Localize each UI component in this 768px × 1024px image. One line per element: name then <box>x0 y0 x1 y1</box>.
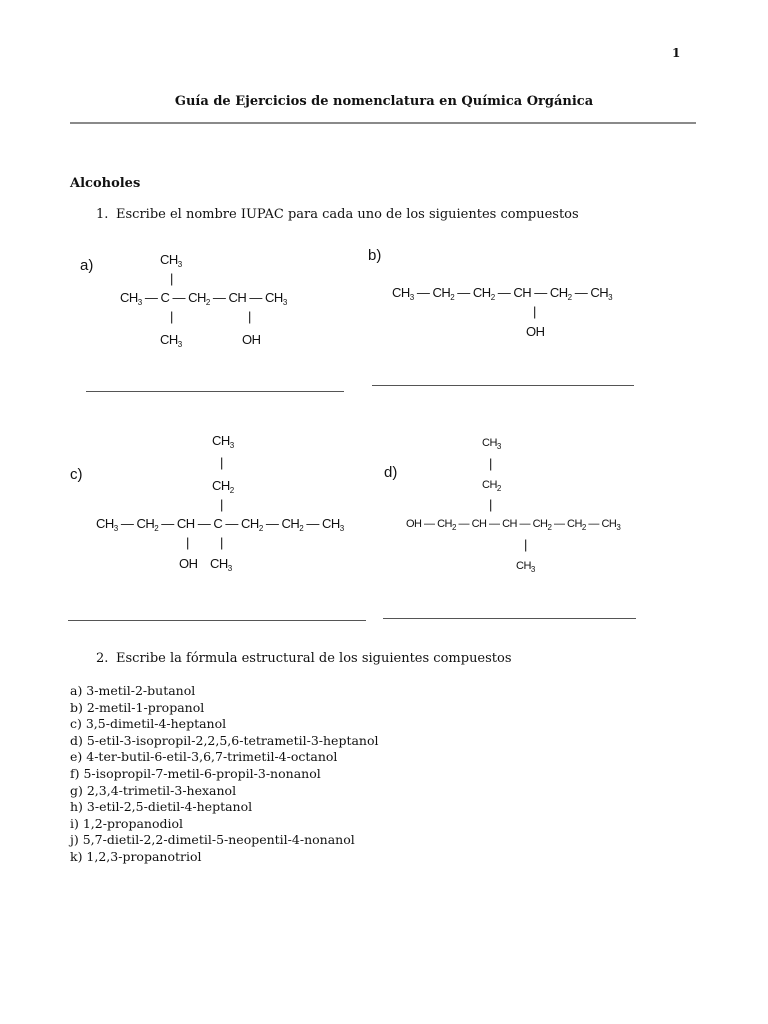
page-number: 1 <box>672 46 681 60</box>
question-2-number: 2. <box>96 651 109 666</box>
structure-d-mid: $CH_2$ <box>482 479 501 493</box>
bond-vertical: | <box>170 309 174 324</box>
structure-a-label: a) <box>80 257 94 274</box>
structure-c-bottom-right: $CH_3$ <box>210 556 232 573</box>
bond-vertical: | <box>220 497 224 512</box>
structure-d-top: $CH_3$ <box>482 437 501 451</box>
question-1 <box>96 207 579 222</box>
question-2-text: Escribe la fórmula estructural de los siguientes compuestos <box>116 651 512 666</box>
bond-vertical: | <box>220 455 224 470</box>
list-item: g) 2,3,4-trimetil-3-hexanol <box>70 782 237 798</box>
list-item: e) 4-ter-butil-6-etil-3,6,7-trimetil-4-octanol <box>70 749 338 765</box>
question-1-number: 1. <box>96 207 109 222</box>
bond-vertical: | <box>524 537 528 552</box>
bond-vertical: | <box>489 497 493 512</box>
list-item: k) 1,2,3-propanotriol <box>70 848 202 864</box>
list-item: f) 5-isopropil-7-metil-6-propil-3-nonanol <box>70 765 321 781</box>
structure-d-label: d) <box>384 464 398 481</box>
structure-a-bottom-left: $CH_3$ <box>160 332 182 349</box>
structure-b-label: b) <box>368 247 382 264</box>
list-item: d) 5-etil-3-isopropil-2,2,5,6-tetrametil-3-heptanol <box>70 732 379 748</box>
structure-c-mid: $CH_2$ <box>212 478 234 495</box>
structure-c-bottom-left: OH <box>179 556 198 571</box>
compound-list <box>70 683 379 866</box>
list-item: j) 5,7-dietil-2,2-dimetil-5-neopentil-4-nonanol <box>70 832 355 848</box>
structure-a-bottom-right: OH <box>242 332 261 347</box>
structure-d-main: OH — $CH_2$ — CH — CH — $CH_2$ — $CH_2$ — $CH_3$ <box>406 518 621 532</box>
question-2 <box>96 651 512 666</box>
list-item: a) 3-metil-2-butanol <box>70 683 196 698</box>
question-1-text: Escribe el nombre IUPAC para cada uno de los siguientes compuestos <box>116 207 579 222</box>
structure-b-main: $CH_3$ — $CH_2$ — $CH_2$ — CH — $CH_2$ — $CH_3$ <box>392 285 613 302</box>
title-divider <box>70 122 696 124</box>
structure-c-label: c) <box>70 466 83 483</box>
answer-line-b[interactable] <box>372 385 634 386</box>
answer-line-c[interactable] <box>68 620 366 621</box>
page-title: Guía de Ejercicios de nomenclatura en Química Orgánica <box>174 94 594 109</box>
bond-vertical: | <box>489 456 493 471</box>
structure-c-top: $CH_3$ <box>212 433 234 450</box>
section-title: Alcoholes <box>70 176 141 191</box>
list-item: h) 3-etil-2,5-dietil-4-heptanol <box>70 799 253 815</box>
structure-a-main: $CH_3$ — C — $CH_2$ — CH — $CH_3$ <box>120 290 287 307</box>
answer-line-a[interactable] <box>86 391 344 392</box>
bond-vertical: | <box>186 535 190 550</box>
list-item: b) 2-metil-1-propanol <box>70 699 205 715</box>
list-item: c) 3,5-dimetil-4-heptanol <box>70 716 227 732</box>
list-item: i) 1,2-propanodiol <box>70 815 184 831</box>
bond-vertical: | <box>533 304 537 319</box>
structure-a-top: $CH_3$ <box>160 252 182 269</box>
answer-line-d[interactable] <box>383 618 636 619</box>
bond-vertical: | <box>248 309 252 324</box>
bond-vertical: | <box>170 271 174 286</box>
structure-b-bottom: OH <box>526 324 545 339</box>
structure-d-bottom: $CH_3$ <box>516 560 535 574</box>
structure-c-main: $CH_3$ — $CH_2$ — CH — C — $CH_2$ — $CH_2$ — $CH_3$ <box>96 516 344 533</box>
bond-vertical: | <box>220 535 224 550</box>
